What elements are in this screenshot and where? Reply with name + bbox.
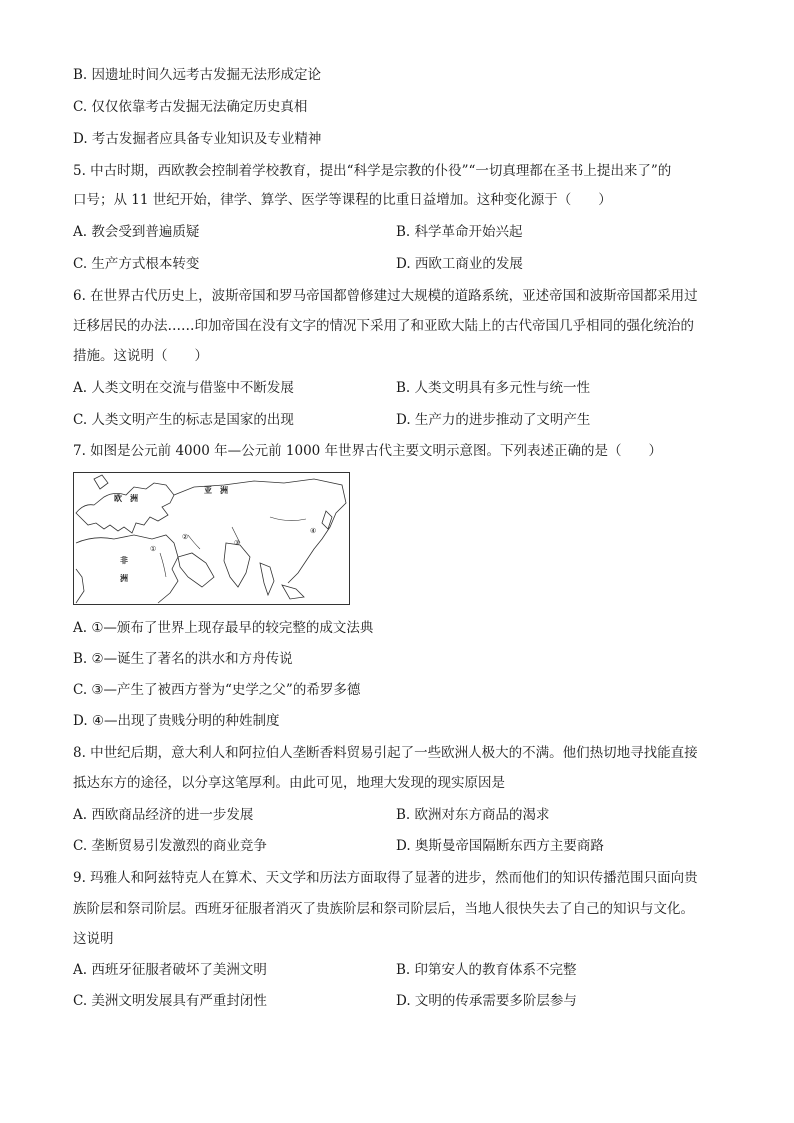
question-8-option-a: A. 西欧商品经济的进一步发展 [73, 807, 254, 823]
question-8-option-d: D. 奥斯曼帝国隔断东西方主要商路 [396, 838, 604, 854]
question-7-line-1: 7. 如图是公元前 4000 年—公元前 1000 年世界古代主要文明示意图。下列表述正确的是（ ） [73, 443, 663, 459]
question-6-option-c: C. 人类文明产生的标志是国家的出现 [73, 412, 294, 428]
question-8-option-b: B. 欧洲对东方商品的渴求 [396, 807, 550, 823]
question-8-line-2: 抵达东方的途径，以分享这笔厚利。由此可见，地理大发现的现实原因是 [73, 775, 505, 791]
question-7-option-a: A. ①—颁布了世界上现存最早的较完整的成文法典 [73, 620, 374, 636]
question-8-line-1: 8. 中世纪后期，意大利人和阿拉伯人垄断香料贸易引起了一些欧洲人极大的不满。他们热切地寻找能直接 [73, 745, 698, 761]
europe-label: 欧 洲 [114, 493, 138, 503]
question-5-line-1: 5. 中古时期，西欧教会控制着学校教育，提出“科学是宗教的仆役”“一切真理都在圣书上提出来了”的 [73, 163, 672, 179]
africa-label-1: 非 [120, 555, 128, 565]
question-6-option-d: D. 生产力的进步推动了文明产生 [396, 412, 591, 428]
question-5-option-b: B. 科学革命开始兴起 [396, 224, 523, 240]
question-6-line-2: 迁移居民的办法……印加帝国在没有文字的情况下采用了和亚欧大陆上的古代帝国几乎相同的强化统治的 [73, 318, 694, 334]
marker-4: ④ [310, 527, 317, 535]
option-b-line: B. 因遗址时间久远考古发掘无法形成定论 [73, 67, 322, 83]
option-d-line: D. 考古发掘者应具备专业知识及专业精神 [73, 131, 322, 147]
marker-3: ③ [234, 539, 241, 547]
question-6-line-3: 措施。这说明（ ） [73, 348, 208, 364]
question-8-option-c: C. 垄断贸易引发激烈的商业竞争 [73, 838, 267, 854]
asia-label: 亚 洲 [204, 485, 228, 495]
marker-1: ① [150, 545, 157, 553]
ancient-civilizations-map [73, 472, 350, 605]
marker-2: ② [182, 533, 189, 541]
question-5-option-a: A. 教会受到普遍质疑 [73, 224, 200, 240]
question-6-option-a: A. 人类文明在交流与借鉴中不断发展 [73, 380, 294, 396]
question-7-option-d: D. ④—出现了贵贱分明的种姓制度 [73, 713, 280, 729]
question-9-option-b: B. 印第安人的教育体系不完整 [396, 962, 577, 978]
question-6-line-1: 6. 在世界古代历史上，波斯帝国和罗马帝国都曾修建过大规模的道路系统，亚述帝国和波斯帝国都采用过 [73, 288, 698, 304]
question-6-option-b: B. 人类文明具有多元性与统一性 [396, 380, 591, 396]
question-5-option-d: D. 西欧工商业的发展 [396, 256, 523, 272]
option-c-line: C. 仅仅依靠考古发掘无法确定历史真相 [73, 99, 308, 115]
question-9-line-1: 9. 玛雅人和阿兹特克人在算术、天文学和历法方面取得了显著的进步，然而他们的知识传播范围只面向贵 [73, 870, 698, 886]
question-9-option-d: D. 文明的传承需要多阶层参与 [396, 993, 577, 1009]
question-7-option-c: C. ③—产生了被西方誉为“史学之父”的希罗多德 [73, 682, 361, 698]
question-9-line-2: 族阶层和祭司阶层。西班牙征服者消灭了贵族阶层和祭司阶层后，当地人很快失去了自己的知识与文化。 [73, 901, 694, 917]
africa-label-2: 洲 [120, 573, 128, 583]
question-9-option-a: A. 西班牙征服者破坏了美洲文明 [73, 962, 267, 978]
question-5-option-c: C. 生产方式根本转变 [73, 256, 200, 272]
question-9-line-3: 这说明 [73, 931, 114, 947]
question-9-option-c: C. 美洲文明发展具有严重封闭性 [73, 993, 267, 1009]
question-5-line-2: 口号；从 11 世纪开始，律学、算学、医学等课程的比重日益增加。这种变化源于（ ） [73, 192, 612, 208]
question-7-option-b: B. ②—诞生了著名的洪水和方舟传说 [73, 651, 293, 667]
